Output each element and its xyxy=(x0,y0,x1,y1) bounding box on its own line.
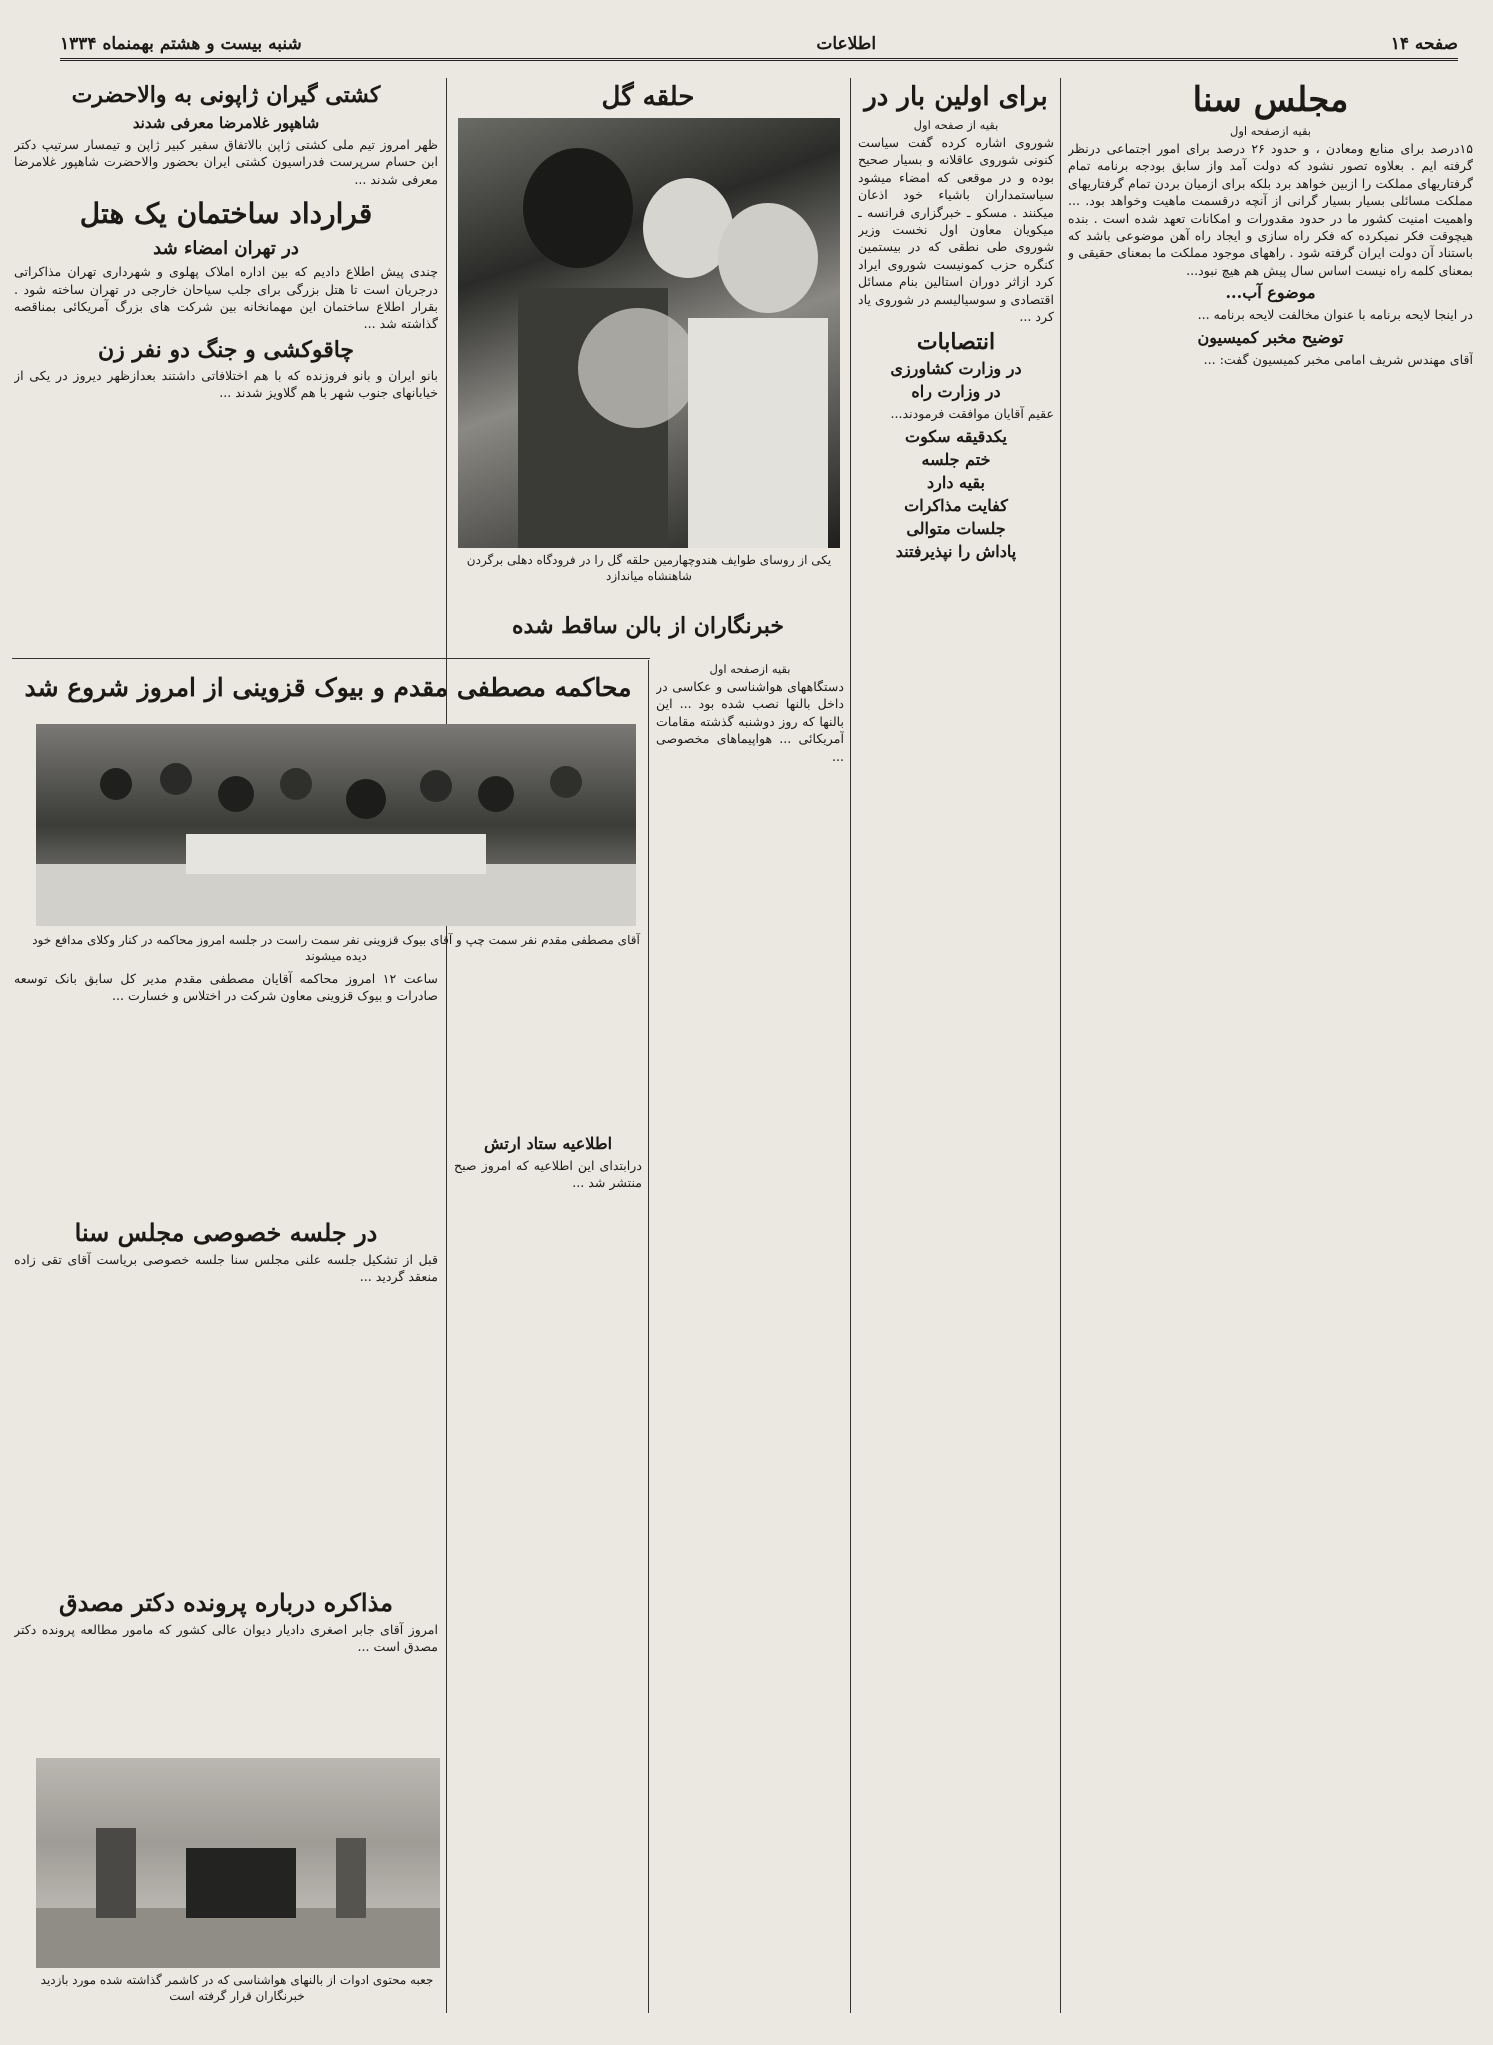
wrestling-body: ظهر امروز تیم ملی کشتی ژاپن بالاتفاق سفیر کبیر ژاپن و تیمسار سرتیپ دکتر ابن حسام سرپرست فدراسیون کشتی ایران بحضور والاحضرت شاهپور غلامرضا معرفی شدند ... xyxy=(14,137,438,187)
column-rule xyxy=(446,78,447,2013)
sessions-heading: جلسات متوالی xyxy=(906,518,1006,538)
garland-photo-art xyxy=(458,118,840,548)
first-time-title: برای اولین بار در xyxy=(864,82,1048,112)
water-body: در اینجا لایحه برنامه با عنوان مخالفت لایحه برنامه ... xyxy=(1197,307,1473,323)
knife-body: بانو ایران و بانو فروزنده که با هم اختلافاتی داشتند بعدازظهر دیروز در یکی از خیابانهای جنوب شهر با هم گلاویز شدند ... xyxy=(14,367,438,401)
senate-body: ۱۵درصد برای منابع ومعادن ، و حدود ۲۶ درصد برای امور اجتماعی درنظر گرفته ایم . بعلاوه تصور نشود که دولت آمد واز سابق بودجه برنامه تمام گرفتاریهای مملکت را ازبین خواهد برد بلکه برای ازمیان بردن تمام گرفتاریهای مملکت مسائلی بسیار بسیار گرانی از آنچه درقسمت ماهیت وخواهد بود. ... واهمیت امنیت کشور ما در حدود مقدورات و امکانات تعهد شده است . بنده هیچوقت فکر نمیکرده که فکر راه سازی و ایجاد راه آهن موضوعی باشد که باستناد آن دولت ایران گرفته شود . راههای موجود مملکت ما بمعنای حقیقی و بمعنای کلمه راه نیست اساس سال پیش هم هیچ نبود... xyxy=(1068,141,1473,278)
garland-photo xyxy=(458,118,840,548)
agreement-text: عقیم آقایان موافقت فرمودند... xyxy=(890,406,1054,422)
continued-label: بقیه ازصفحه اول xyxy=(709,662,791,676)
reporters-col-a xyxy=(656,660,844,2010)
mosaddegh-title: مذاکره درباره پرونده دکتر مصدق xyxy=(58,1588,394,1617)
staff-heading: اطلاعیه ستاد ارتش xyxy=(483,1134,613,1153)
reporters-col-b xyxy=(454,1130,642,2010)
senate-private-article xyxy=(14,1215,438,1585)
water-heading: موضوع آب... xyxy=(1225,283,1316,303)
end-heading: ختم جلسه xyxy=(921,449,991,469)
senate-private-title: در جلسه خصوصی مجلس سنا xyxy=(74,1218,378,1247)
trial-article xyxy=(14,970,438,1210)
reporters-heading xyxy=(452,606,844,650)
reward-heading: پاداش را نپذیرفتند xyxy=(895,541,1017,561)
trial-title: محاکمه مصطفی مقدم و بیوک قزوینی از امروز شروع شد xyxy=(24,673,632,702)
nominations-heading: انتصابات xyxy=(916,329,996,356)
trial-heading xyxy=(14,665,642,715)
garland-caption: یکی از روسای طوایف هندوچهارمین حلقه گل را در فرودگاه دهلی برگردن شاهنشاه میاندازد xyxy=(466,553,832,583)
remains-heading: بقیه دارد xyxy=(927,472,985,492)
hotel-title: قرارداد ساختمان یک هتل xyxy=(79,197,373,231)
sufficient-heading: کفایت مذاکرات xyxy=(904,495,1008,515)
reporters-title: خبرنگاران از بالن ساقط شده xyxy=(512,613,784,639)
balloon-box-photo xyxy=(36,1758,440,1968)
trial-photo xyxy=(36,724,636,926)
wrestling-title: کشتی گیران ژاپونی به والاحضرت xyxy=(71,82,381,108)
balloon-box-caption: جعبه محتوی ادوات از بالنهای هواشناسی که در کاشمر گذاشته شده مورد بازدید خبرنگاران قرار گرفته است xyxy=(40,1973,434,2003)
first-time-body: شوروی اشاره کرده گفت سیاست کنونی شوروی عاقلانه و بسیار صحیح بوده و در موقعی که امضاء میشود سیاستمداران باشیاء خود اذعان میکنند . مسکو ـ خبرگزاری فرانسه ـ میکویان معاون اول نخست وزیر شوروی طی نطقی که در بیستمین کنگره حزب کمونیست شوروی ایراد کرد ازاثر دوران استالین بنام مسائل اقتصادی و سوسیالیسم در شوروی یاد کرد ... xyxy=(858,135,1054,325)
trial-caption: آقای مصطفی مقدم نفر سمت چپ و آقای بیوک قزوینی نفر سمت راست در جلسه امروز محاکمه در کنار وکلای مدافع خود دیده میشوند xyxy=(32,933,640,963)
staff-body: درابتدای این اطلاعیه که امروز صبح منتشر شد ... xyxy=(454,1158,642,1191)
silence-heading: یکدقیقه سکوت xyxy=(905,426,1007,446)
ministry-road: در وزارت راه xyxy=(911,382,1001,402)
trial-photo-art xyxy=(36,724,636,926)
mosaddegh-body: امروز آقای جابر اصغری دادیار دیوان عالی کشور که مامور مطالعه پرونده دکتر مصدق است ... xyxy=(14,1622,438,1655)
knife-title: چاقوکشی و جنگ دو نفر زن xyxy=(97,336,355,363)
garland-title: حلقه گل xyxy=(601,82,695,112)
continued-label: بقیه ازصفحه اول xyxy=(1230,124,1311,138)
column-rule xyxy=(648,660,649,2013)
page-number: صفحه ۱۴ xyxy=(1390,34,1458,54)
explain-heading: توضیح مخبر کمیسیون xyxy=(1197,327,1344,347)
senate-title: مجلس سنا xyxy=(1192,80,1349,120)
column-rule xyxy=(850,78,851,2013)
issue-date: شنبه بیست و هشتم بهمنماه ۱۳۳۴ xyxy=(60,34,302,54)
balloon-box-photo-art xyxy=(36,1758,440,1968)
garland-heading xyxy=(452,78,844,118)
left-top-articles xyxy=(14,80,438,655)
continued-label: بقیه از صفحه اول xyxy=(913,118,999,132)
column-rule xyxy=(1060,78,1061,2013)
section-rule xyxy=(12,658,650,659)
page-header xyxy=(60,30,1458,61)
wrestling-subtitle: شاهپور غلامرضا معرفی شدند xyxy=(132,114,320,132)
senate-private-body: قبل از تشکیل جلسه علنی مجلس سنا جلسه خصوصی بریاست آقای تقی زاده منعقد گردید ... xyxy=(14,1252,438,1285)
mosaddegh-article xyxy=(14,1585,438,1755)
first-time-article xyxy=(858,78,1054,2018)
explain-body: آقای مهندس شریف امامی مخبر کمیسیون گفت: ... xyxy=(1203,351,1473,367)
ministry-agri: در وزارت کشاورزی xyxy=(890,359,1022,379)
reporters-body: دستگاههای هواشناسی و عکاسی در داخل بالنها نصب شده بود ... این بالنها که روز دوشنبه گذشته مقامات آمریکائی ... هواپیماهای مخصوصی ... xyxy=(656,679,844,764)
paper-name: اطلاعات xyxy=(816,34,877,54)
hotel-body: چندی پیش اطلاع دادیم که بین اداره املاک پهلوی و شهرداری تهران مذاکراتی درجریان است تا هتل بزرگی برای جلب سیاحان خارجی در تهران ساخته شود . بقرار اطلاع ساختمان این مهمانخانه بین شرکت های بزرگ آمریکائی بمناقصه گذاشته شد ... xyxy=(14,264,438,332)
trial-body: ساعت ۱۲ امروز محاکمه آقایان مصطفی مقدم مدیر کل سابق بانک توسعه صادرات و بیوک قزوینی معاون شرکت در اختلاس و خسارت ... xyxy=(14,971,438,1004)
senate-article xyxy=(1068,78,1473,2018)
hotel-subtitle: در تهران امضاء شد xyxy=(153,238,299,260)
